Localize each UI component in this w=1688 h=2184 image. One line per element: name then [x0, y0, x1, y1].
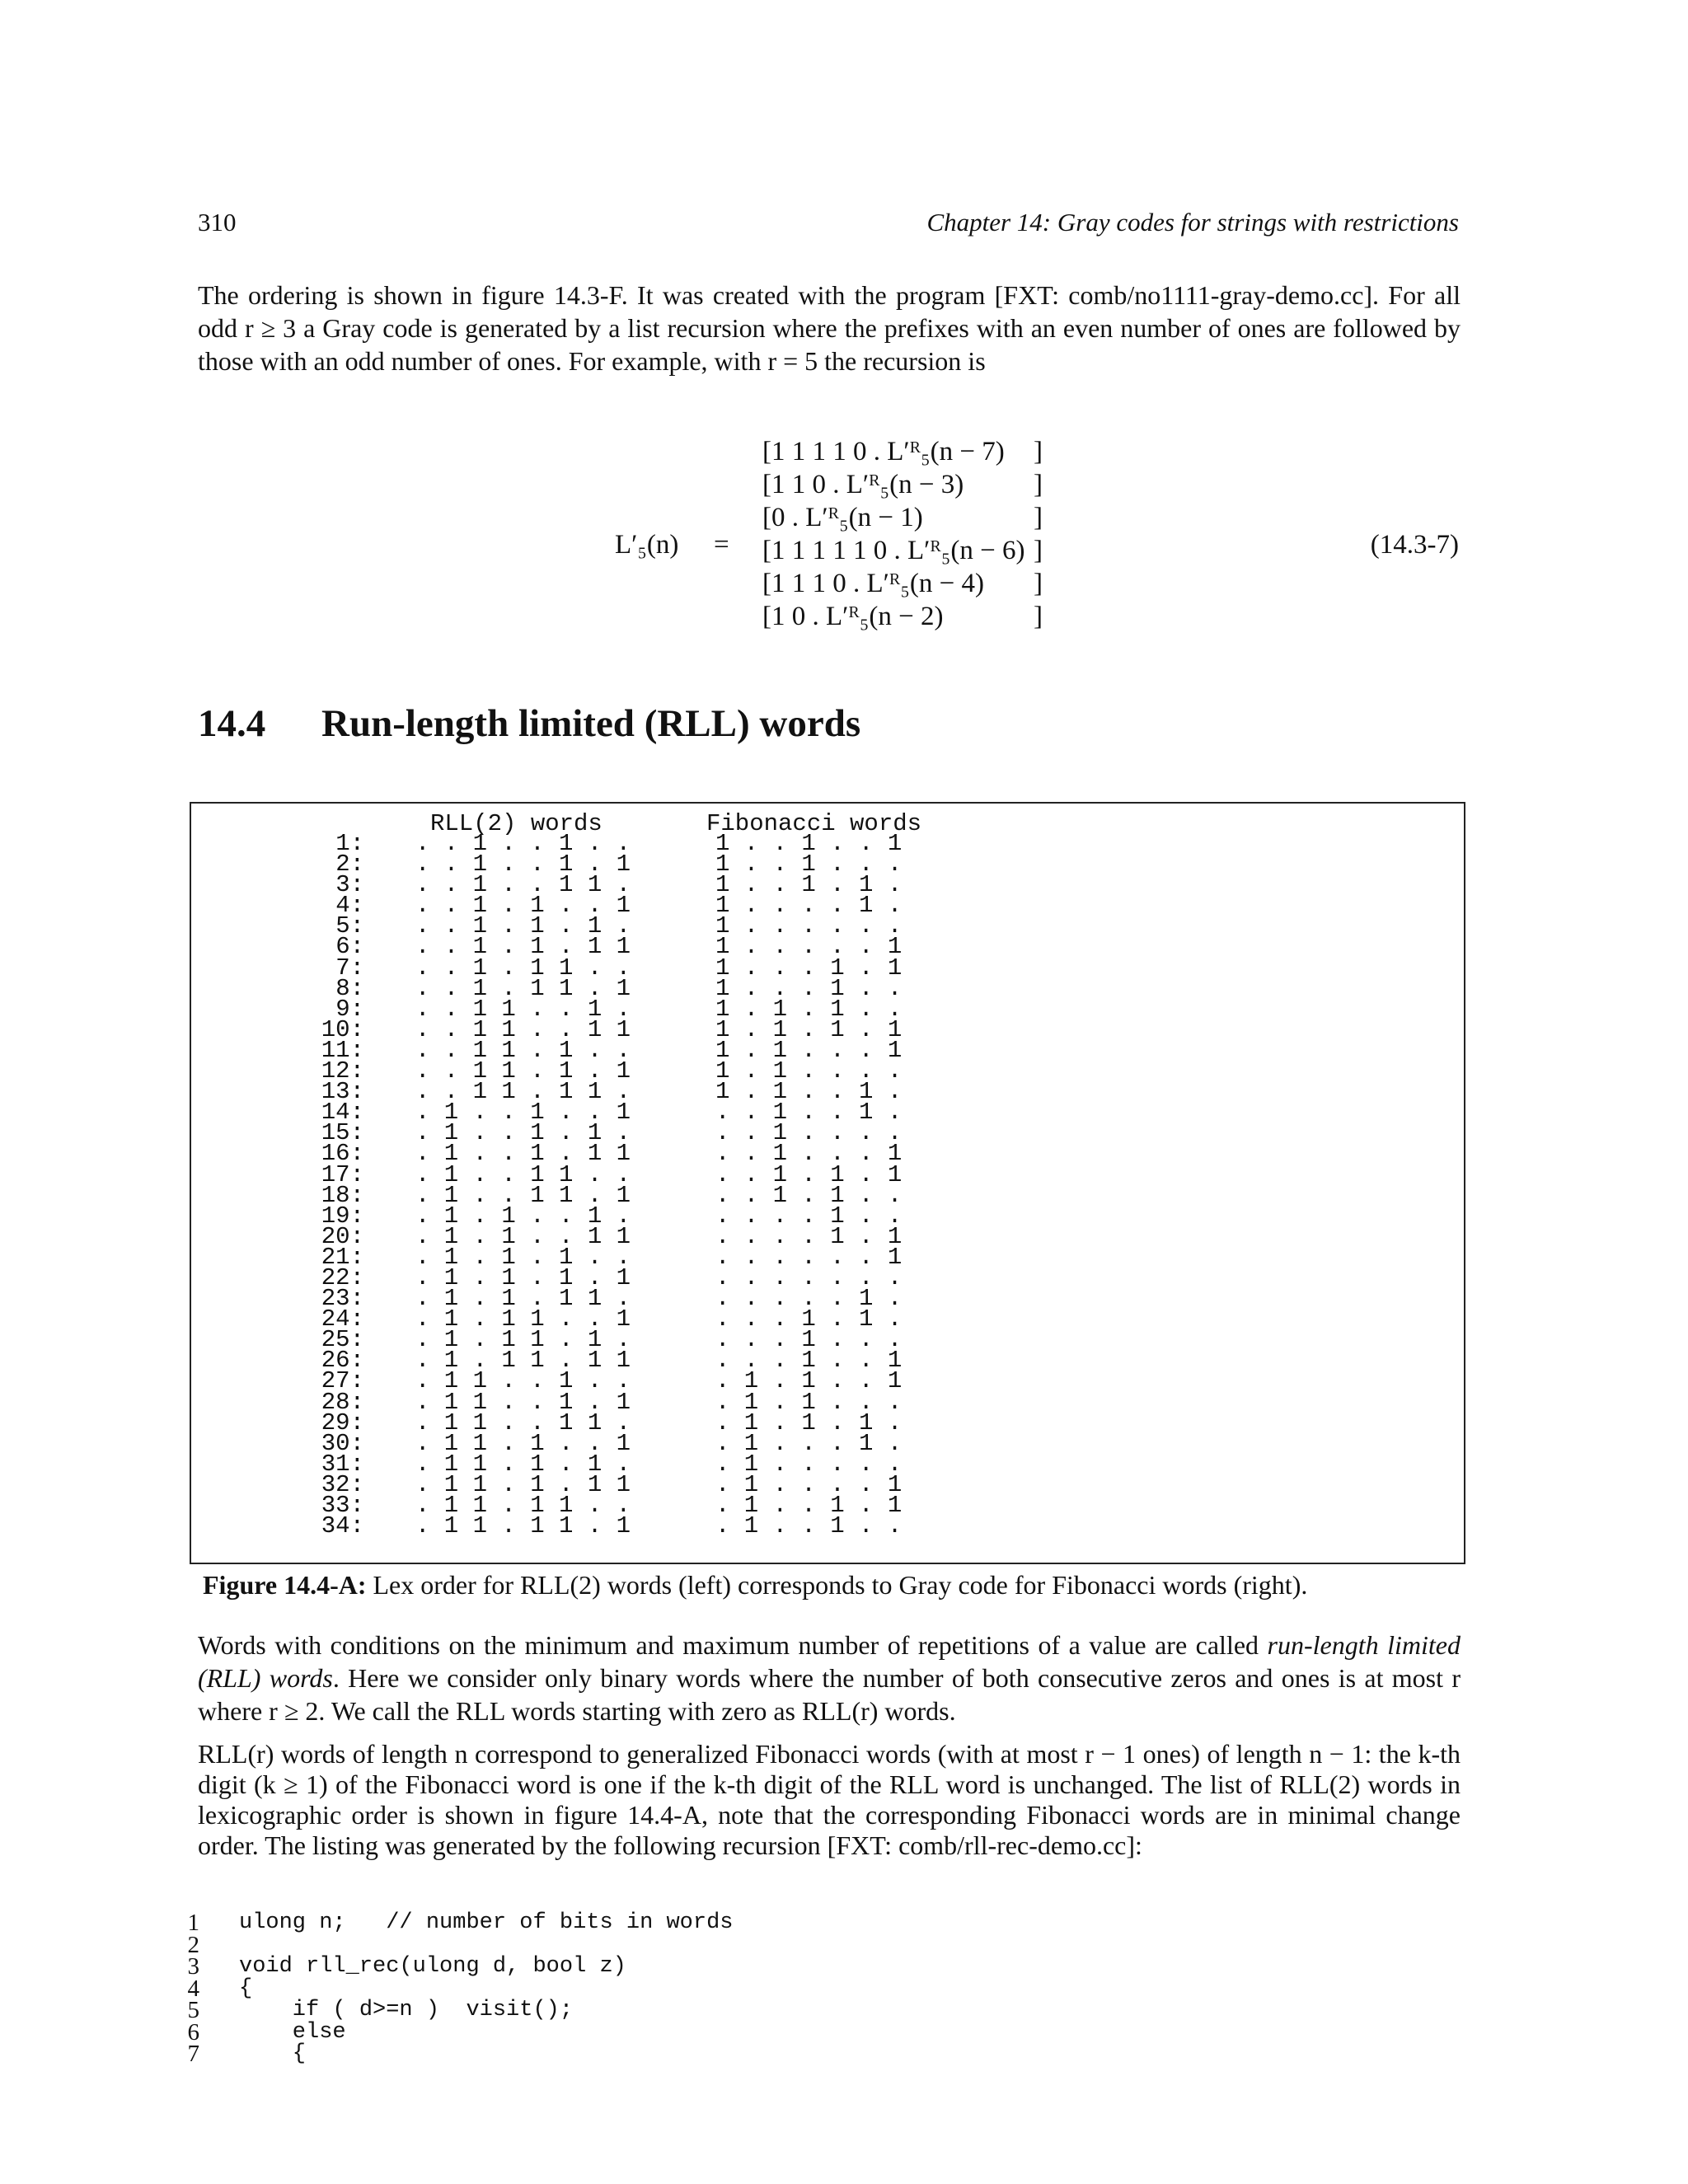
- equation-row: [1 1 1 0 . L′ᴿ₅(n − 4) ]: [762, 569, 1043, 598]
- fibonacci-word: . . 1 . . 1 .: [715, 1099, 903, 1127]
- rll-word: . 1 1 . 1 1 . .: [415, 1492, 631, 1519]
- section-number: 14.4: [198, 702, 266, 745]
- code-line: else: [239, 2019, 346, 2045]
- fibonacci-word: 1 . 1 . . . 1: [715, 1036, 903, 1064]
- code-line-numbers: [183, 1912, 199, 2065]
- code-line-number: 6: [187, 2018, 199, 2046]
- fibonacci-word: 1 . . . . 1 .: [715, 892, 903, 920]
- fibonacci-word: 1 . 1 . 1 . 1: [715, 1015, 903, 1043]
- section-heading: [198, 701, 860, 746]
- rll-word: . 1 . 1 1 . . 1: [415, 1305, 631, 1333]
- fibonacci-word: . . . . 1 . .: [715, 1202, 903, 1230]
- term-rll-words: run-length limited (RLL) words: [198, 1630, 1461, 1693]
- word-index: 22:: [321, 1263, 364, 1291]
- equation-rows: [762, 435, 1043, 633]
- rll-word: . 1 . . 1 1 . .: [415, 1160, 631, 1188]
- word-index: 5:: [335, 912, 364, 940]
- word-index: 6:: [335, 933, 364, 961]
- fibonacci-word: . . . . . . .: [715, 1263, 903, 1291]
- rll-word: . 1 . 1 1 . 1 1: [415, 1347, 631, 1375]
- figure-index-column: [191, 830, 364, 1540]
- fibonacci-word: . . . 1 . . .: [715, 1326, 903, 1354]
- rll-word: . 1 1 . 1 . . 1: [415, 1429, 631, 1457]
- word-index: 10:: [321, 1015, 364, 1043]
- rll-word: . . 1 . 1 1 . 1: [415, 974, 631, 1002]
- word-index: 17:: [321, 1160, 364, 1188]
- word-index: 18:: [321, 1181, 364, 1209]
- rll-word: . . 1 . 1 . 1 1: [415, 933, 631, 961]
- rll-word: . 1 . 1 . . 1 .: [415, 1202, 631, 1230]
- rll-word: . 1 . . 1 . . 1: [415, 1099, 631, 1127]
- figure-rll-column: [415, 830, 631, 1540]
- word-index: 3:: [335, 871, 364, 899]
- figure-caption: [203, 1570, 1307, 1601]
- rll-word: . . 1 . 1 . . 1: [415, 892, 631, 920]
- equation-row: [1 1 1 1 1 0 . L′ᴿ₅(n − 6) ]: [762, 536, 1043, 565]
- code-line: {: [239, 2041, 307, 2066]
- figure-box: [190, 802, 1465, 1564]
- word-index: 15:: [321, 1119, 364, 1147]
- figure-caption-label: Figure 14.4-A:: [203, 1570, 367, 1600]
- intro-paragraph: The ordering is shown in figure 14.3-F. It was created with the program [FXT: comb/no1111-gray-demo.cc]. For all odd r ≥ 3 a Gray code is generated by a list recursion where the prefixes with an even number of ones are followed by those with an odd number of ones. For example, with r = 5 the recursion is: [198, 280, 1461, 376]
- equation-row: [1 1 1 1 0 . L′ᴿ₅(n − 7) ]: [762, 437, 1043, 466]
- figure-fibonacci-column: [715, 830, 903, 1540]
- rll-word: . 1 . . 1 . 1 .: [415, 1119, 631, 1147]
- fibonacci-word: 1 . 1 . . 1 .: [715, 1078, 903, 1106]
- rll-word: . . 1 . . 1 . .: [415, 830, 631, 857]
- word-index: 1:: [335, 830, 364, 857]
- fibonacci-word: 1 . . 1 . 1 .: [715, 871, 903, 899]
- word-index: 19:: [321, 1202, 364, 1230]
- word-index: 20:: [321, 1222, 364, 1250]
- rll-word: . 1 . . 1 1 . 1: [415, 1181, 631, 1209]
- code-line: [239, 1934, 734, 1957]
- fibonacci-word: 1 . 1 . 1 . .: [715, 995, 903, 1023]
- word-index: 21:: [321, 1243, 364, 1271]
- rll-word: . 1 1 . 1 . 1 1: [415, 1470, 631, 1498]
- rll-word: . . 1 1 . 1 . .: [415, 1036, 631, 1064]
- code-line-number: 5: [187, 1997, 199, 2023]
- fibonacci-word: 1 . . . . . 1: [715, 933, 903, 961]
- word-index: 31:: [321, 1450, 364, 1478]
- word-index: 33:: [321, 1492, 364, 1519]
- fibonacci-word: . . 1 . 1 . .: [715, 1181, 903, 1209]
- code-line-number: 2: [187, 1931, 199, 1958]
- code-line: {: [239, 1975, 253, 2001]
- fibonacci-word: 1 . . . 1 . 1: [715, 954, 903, 982]
- section-title: Run-length limited (RLL) words: [321, 702, 861, 745]
- equation-lhs: L′₅(n): [615, 530, 679, 560]
- rll-word: . 1 1 . . 1 1 .: [415, 1408, 631, 1436]
- paragraph-fibonacci-correspondence: RLL(r) words of length n correspond to generalized Fibonacci words (with at most r − 1 ones) of length n − 1: the k-th digit (k ≥ 1) of the Fibonacci word is one if the k-th digit of the RLL word is unchanged. The list of RLL(2) words in lexicographic order is shown in figure 14.4-A, note that the corresponding Fibonacci words are in minimal change order. The listing was generated by the following recursion [FXT: comb/rll-rec-demo.cc]:: [198, 1739, 1461, 1860]
- rll-word: . . 1 1 . . 1 .: [415, 995, 631, 1023]
- fibonacci-word: . . 1 . . . .: [715, 1119, 903, 1147]
- page-number: 310: [198, 208, 237, 237]
- fibonacci-word: . 1 . 1 . . .: [715, 1388, 903, 1416]
- equation-equals: =: [714, 530, 729, 560]
- paragraph-rll-definition: Words with conditions on the minimum and maximum number of repetitions of a value are called run-length limited (RLL) words. Here we consider only binary words where the number of both consecutive zeros and ones is at most r where r ≥ 2. We call the RLL words starting with zero as RLL(r) words.: [198, 1630, 1461, 1726]
- equation-row: [1 1 0 . L′ᴿ₅(n − 3) ]: [762, 470, 1043, 499]
- word-index: 23:: [321, 1285, 364, 1313]
- code-line: void rll_rec(ulong d, bool z): [239, 1954, 626, 1979]
- fibonacci-word: 1 . . 1 . . 1: [715, 830, 903, 857]
- fibonacci-word: 1 . . . . . .: [715, 912, 903, 940]
- word-index: 8:: [335, 974, 364, 1002]
- fibonacci-word: . . . 1 . 1 .: [715, 1305, 903, 1333]
- rll-word: . . 1 . 1 1 . .: [415, 954, 631, 982]
- fibonacci-word: 1 . . 1 . . .: [715, 851, 903, 879]
- fibonacci-word: . 1 . . . 1 .: [715, 1429, 903, 1457]
- equation-row: [1 0 . L′ᴿ₅(n − 2) ]: [762, 602, 1043, 631]
- word-index: 30:: [321, 1429, 364, 1457]
- rll-word: . 1 . 1 . . 1 1: [415, 1222, 631, 1250]
- word-index: 9:: [335, 995, 364, 1023]
- fibonacci-word: . 1 . . . . 1: [715, 1470, 903, 1498]
- rll-word: . 1 1 . . 1 . 1: [415, 1388, 631, 1416]
- code-listing: [239, 1912, 734, 2065]
- rll-word: . 1 1 . 1 1 . 1: [415, 1512, 631, 1540]
- fibonacci-word: . 1 . . . . .: [715, 1450, 903, 1478]
- fibonacci-word: . . . . . 1 .: [715, 1285, 903, 1313]
- rll-word: . . 1 1 . . 1 1: [415, 1015, 631, 1043]
- fibonacci-word: . . . 1 . . 1: [715, 1347, 903, 1375]
- rll-word: . . 1 . . 1 . 1: [415, 851, 631, 879]
- fibonacci-word: . . 1 . . . 1: [715, 1140, 903, 1168]
- fibonacci-word: . 1 . 1 . 1 .: [715, 1408, 903, 1436]
- rll-word: . . 1 1 . 1 1 .: [415, 1078, 631, 1106]
- code-line-number: 7: [187, 2041, 199, 2067]
- word-index: 12:: [321, 1057, 364, 1085]
- word-index: 11:: [321, 1036, 364, 1064]
- word-index: 28:: [321, 1388, 364, 1416]
- word-index: 29:: [321, 1408, 364, 1436]
- code-line-number: 3: [187, 1953, 199, 1980]
- word-index: 7:: [335, 954, 364, 982]
- rll-word: . 1 . 1 . 1 . 1: [415, 1263, 631, 1291]
- word-index: 2:: [335, 851, 364, 879]
- rll-word: . 1 . 1 1 . 1 .: [415, 1326, 631, 1354]
- word-index: 4:: [335, 892, 364, 920]
- rll-word: . . 1 1 . 1 . 1: [415, 1057, 631, 1085]
- code-line-number: 1: [187, 1910, 199, 1936]
- figure-header-rll: RLL(2) words: [430, 810, 603, 837]
- rll-word: . 1 . 1 . 1 1 .: [415, 1285, 631, 1313]
- word-index: 13:: [321, 1078, 364, 1106]
- word-index: 26:: [321, 1347, 364, 1375]
- equation-number: (14.3-7): [1370, 530, 1459, 560]
- word-index: 16:: [321, 1140, 364, 1168]
- rll-word: . 1 1 . 1 . 1 .: [415, 1450, 631, 1478]
- figure-header-fibonacci: Fibonacci words: [706, 810, 922, 837]
- rll-word: . . 1 . 1 . 1 .: [415, 912, 631, 940]
- fibonacci-word: 1 . 1 . . . .: [715, 1057, 903, 1085]
- fibonacci-word: . . . . . . 1: [715, 1243, 903, 1271]
- word-index: 27:: [321, 1367, 364, 1395]
- fibonacci-word: . 1 . . 1 . 1: [715, 1492, 903, 1519]
- code-line: if ( d>=n ) visit();: [239, 1998, 574, 2022]
- code-line: ulong n; // number of bits in words: [239, 1910, 734, 1935]
- equation-row: [0 . L′ᴿ₅(n − 1) ]: [762, 503, 1043, 532]
- rll-word: . . 1 . . 1 1 .: [415, 871, 631, 899]
- fibonacci-word: 1 . . . 1 . .: [715, 974, 903, 1002]
- rll-word: . 1 . 1 . 1 . .: [415, 1243, 631, 1271]
- fibonacci-word: . 1 . . 1 . .: [715, 1512, 903, 1540]
- figure-caption-text: Lex order for RLL(2) words (left) corresponds to Gray code for Fibonacci words (right).: [366, 1570, 1308, 1600]
- fibonacci-word: . . 1 . 1 . 1: [715, 1160, 903, 1188]
- word-index: 14:: [321, 1099, 364, 1127]
- word-index: 34:: [321, 1512, 364, 1540]
- code-line-number: 4: [187, 1975, 199, 2002]
- word-index: 24:: [321, 1305, 364, 1333]
- fibonacci-word: . . . . 1 . 1: [715, 1222, 903, 1250]
- rll-word: . 1 . . 1 . 1 1: [415, 1140, 631, 1168]
- fibonacci-word: . 1 . 1 . . 1: [715, 1367, 903, 1395]
- chapter-title: Chapter 14: Gray codes for strings with restrictions: [926, 208, 1459, 237]
- rll-word: . 1 1 . . 1 . .: [415, 1367, 631, 1395]
- word-index: 25:: [321, 1326, 364, 1354]
- word-index: 32:: [321, 1470, 364, 1498]
